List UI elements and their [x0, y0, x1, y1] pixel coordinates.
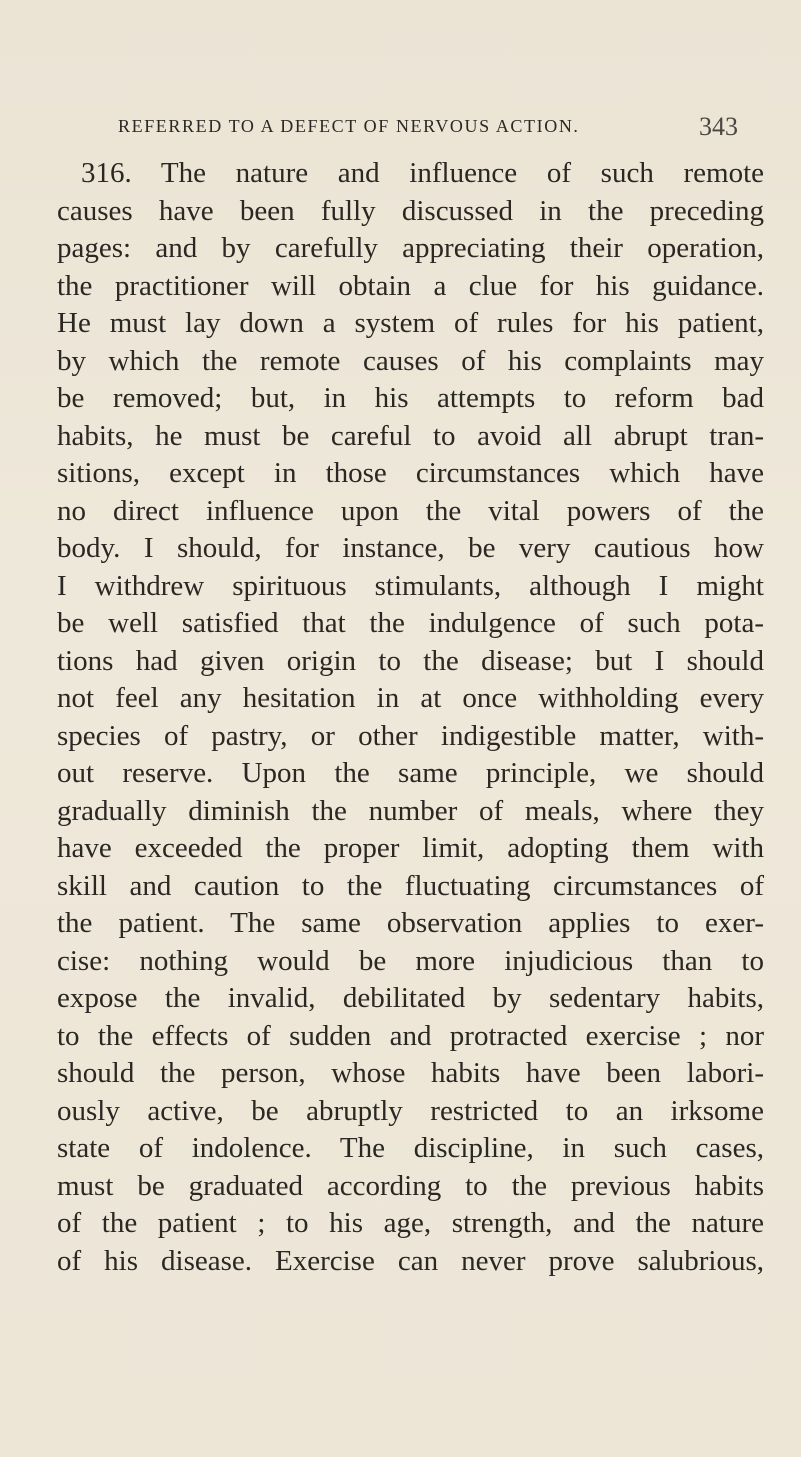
text-line: not feel any hesitation in at once withholding every [57, 682, 764, 714]
text-line: expose the invalid, debilitated by sedentary habits, [57, 982, 764, 1014]
text-line: I withdrew spirituous stimulants, although I might [57, 569, 764, 602]
text-line: habits, he must be careful to avoid all abrupt tran- [57, 419, 764, 452]
text-line: state of indolence. The discipline, in such cases, [57, 1132, 764, 1164]
text-line: have exceeded the proper limit, adopting them with [57, 832, 764, 864]
text-line: 316. The nature and influence of such remote [81, 157, 764, 189]
text-line: be removed; but, in his attempts to reform bad [57, 382, 764, 414]
text-line: causes have been fully discussed in the preceding [57, 194, 764, 227]
text-line: sitions, except in those circumstances which have [57, 457, 764, 489]
text-line: the practitioner will obtain a clue for his guidance. [57, 269, 764, 302]
text-line: species of pastry, or other indigestible matter, with- [57, 719, 764, 752]
text-line: no direct influence upon the vital powers of the [57, 494, 764, 527]
running-head [118, 112, 738, 148]
text-line: out reserve. Upon the same principle, we should [57, 757, 764, 789]
text-line: must be graduated according to the previous habits [57, 1169, 764, 1202]
text-line: tions had given origin to the disease; but I should [57, 644, 764, 677]
text-line: pages: and by carefully appreciating their operation, [57, 232, 764, 264]
paragraph-316 [57, 155, 764, 1280]
text-line: cise: nothing would be more injudicious than to [57, 944, 764, 977]
text-line: body. I should, for instance, be very cautious how [57, 532, 764, 564]
text-line: be well satisfied that the indulgence of such pota- [57, 607, 764, 639]
text-line: of his disease. Exercise can never prove salubrious, [57, 1244, 764, 1277]
page-number: 343 [699, 112, 738, 141]
text-line: ously active, be abruptly restricted to an irksome [57, 1094, 764, 1127]
text-line: the patient. The same observation applies to exer- [57, 907, 764, 939]
text-line: gradually diminish the number of meals, where they [57, 794, 764, 827]
text-line: He must lay down a system of rules for his patient, [57, 307, 764, 339]
running-head-title: REFERRED TO A DEFECT OF NERVOUS ACTION. [118, 116, 580, 136]
text-line: of the patient ; to his age, strength, and the nature [57, 1207, 764, 1239]
text-line: to the effects of sudden and protracted exercise ; nor [57, 1019, 764, 1052]
text-line: should the person, whose habits have been labori- [57, 1057, 764, 1089]
text-line: skill and caution to the fluctuating circumstances of [57, 869, 764, 902]
text-line: by which the remote causes of his complaints may [57, 344, 764, 377]
